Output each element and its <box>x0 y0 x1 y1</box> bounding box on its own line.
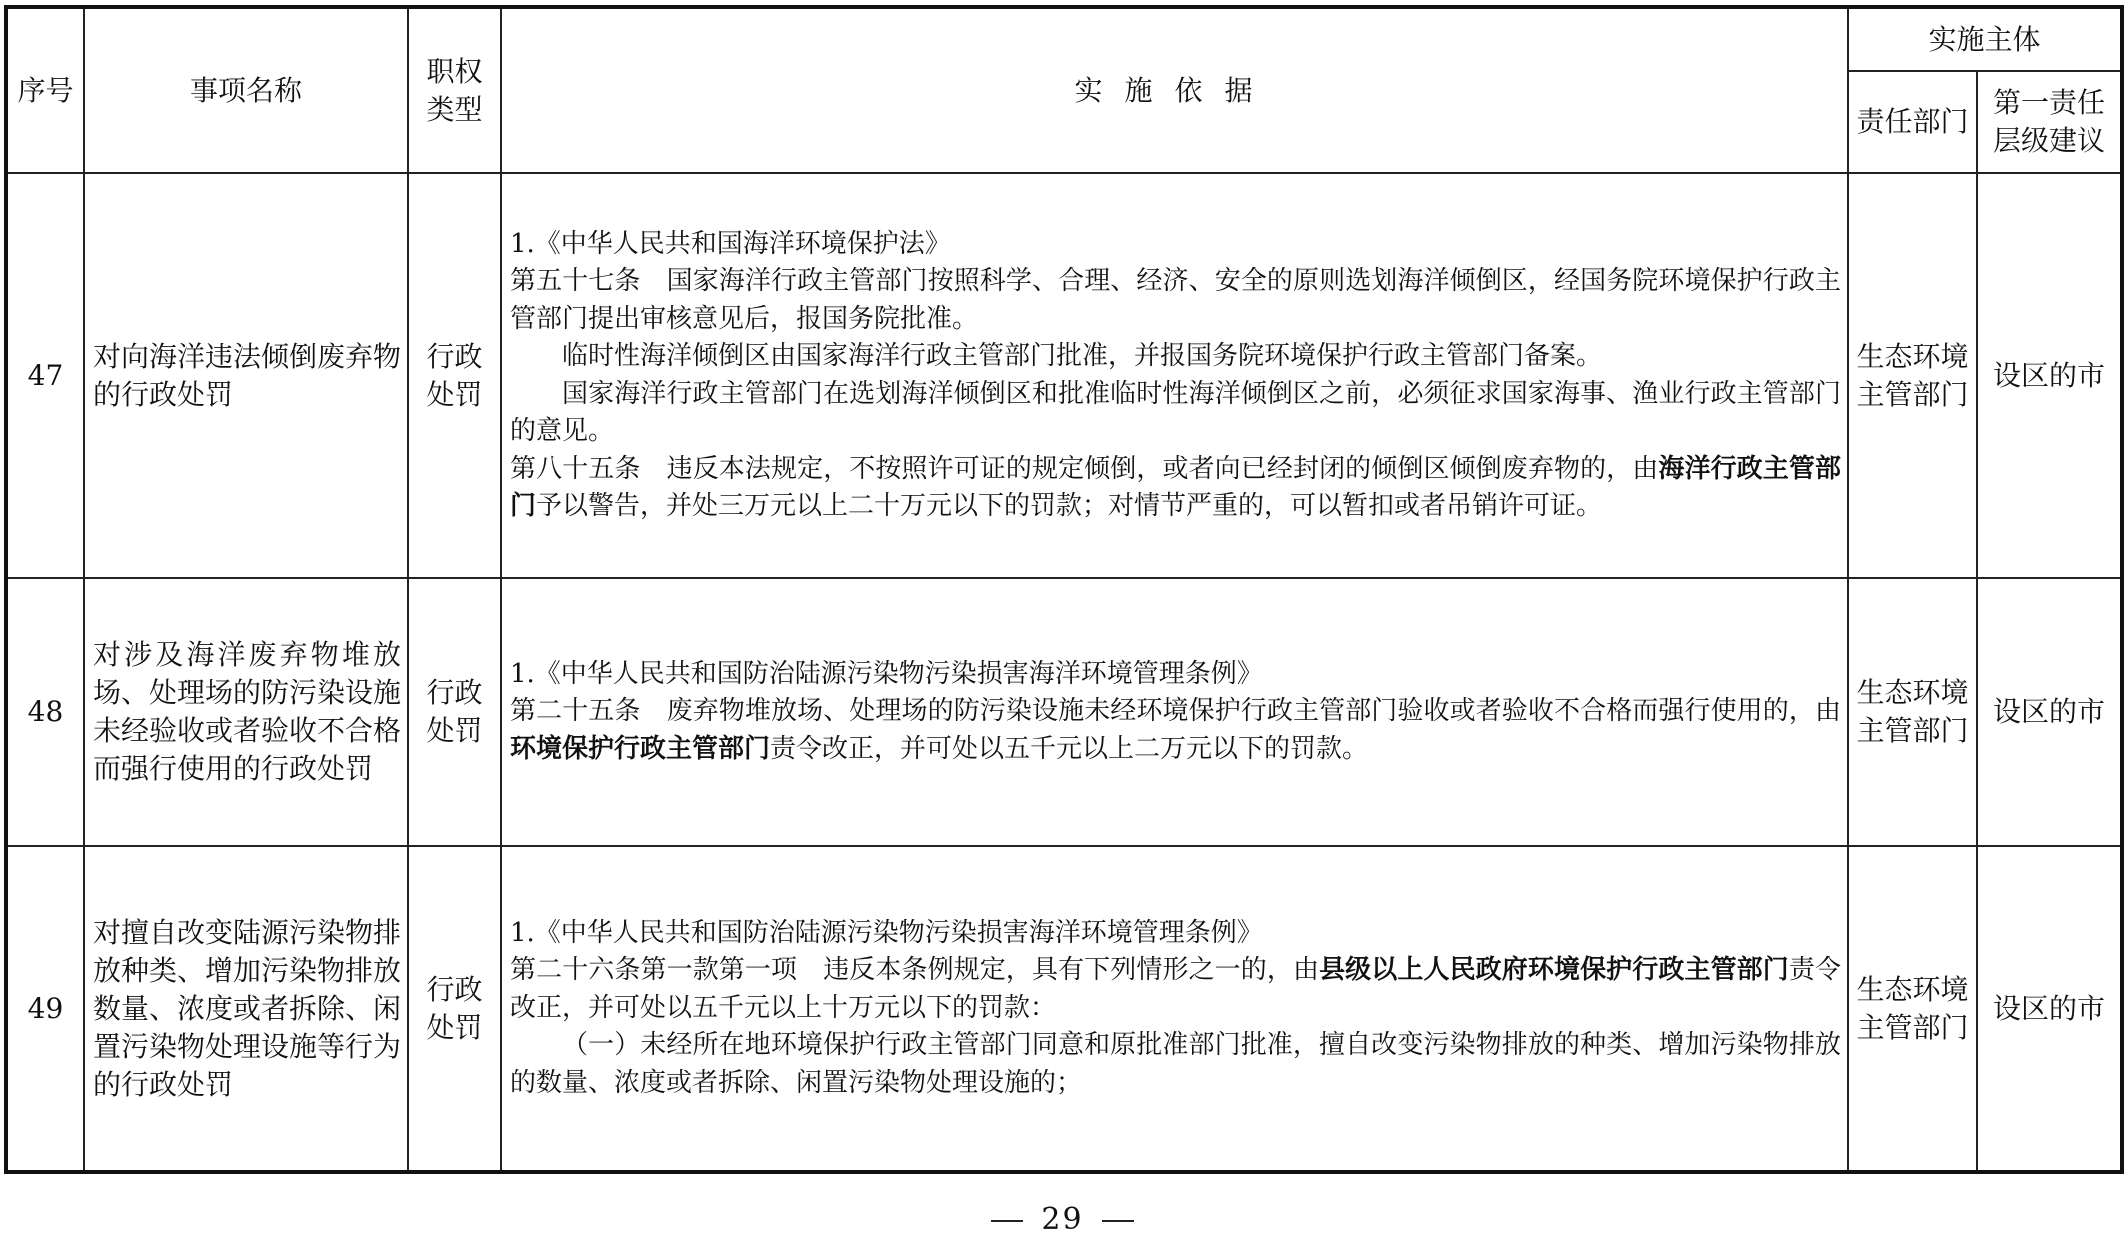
row-basis <box>501 578 1848 846</box>
table-row <box>6 173 2122 578</box>
row-dept-line2: 主管部门 <box>1856 1010 1969 1044</box>
basis-text: 予以警告，并处三万元以上二十万元以下的罚款；对情节严重的，可以暂扣或者吊销许可证。 <box>536 491 1603 521</box>
row-dept-line1: 生态环境 <box>1856 676 1969 709</box>
basis-paragraph: 国家海洋行政主管部门在选划海洋倾倒区和批准临时性海洋倾倒区之前，必须征求国家海事、渔业行政主管部门的意见。 <box>510 378 1841 446</box>
row-power-type <box>408 578 501 846</box>
header-seq: 序号 <box>6 7 84 173</box>
row-power-type-line1: 行政 <box>426 676 483 709</box>
row-level: 设区的市 <box>1977 578 2122 846</box>
row-dept <box>1848 846 1977 1172</box>
row-seq: 47 <box>6 173 84 578</box>
header-level-line2: 层级建议 <box>1993 124 2106 157</box>
header-power-type-line1: 职权 <box>426 54 483 88</box>
basis-text: 责令改正，并可处以五千元以上二万元以下的罚款。 <box>770 733 1369 764</box>
basis-law-title: 1.《中华人民共和国海洋环境保护法》 <box>510 228 951 259</box>
basis-responsible-authority: 环境保护行政主管部门 <box>510 733 771 764</box>
row-item-name: 对擅自改变陆源污染物排放种类、增加污染物排放数量、浓度或者拆除、闲置污染物处理设施等行为的行政处罚 <box>84 846 408 1172</box>
table-row <box>6 846 2122 1172</box>
row-item-name: 对涉及海洋废弃物堆放场、处理场的防污染设施未经验收或者验收不合格而强行使用的行政处罚 <box>84 578 408 846</box>
row-power-type-line1: 行政 <box>426 972 483 1006</box>
basis-paragraph: （一）未经所在地环境保护行政主管部门同意和原批准部门批准，擅自改变污染物排放的种类、增加污染物排放的数量、浓度或者拆除、闲置污染物处理设施的； <box>510 1030 1841 1098</box>
enforcement-items-table <box>4 5 2124 1174</box>
row-power-type-line1: 行政 <box>426 339 483 373</box>
row-dept <box>1848 578 1977 846</box>
basis-law-title: 1.《中华人民共和国防治陆源污染物污染损害海洋环境管理条例》 <box>510 658 1263 689</box>
page-footer <box>0 1200 2125 1240</box>
row-dept <box>1848 173 1977 578</box>
row-basis <box>501 173 1848 578</box>
footer-dash-right <box>1102 1220 1134 1222</box>
row-power-type-line2: 处罚 <box>426 1010 483 1044</box>
page-number: 29 <box>1041 1202 1084 1237</box>
row-seq: 49 <box>6 846 84 1172</box>
header-item-name: 事项名称 <box>84 7 408 173</box>
header-level <box>1977 71 2122 173</box>
basis-paragraph: 临时性海洋倾倒区由国家海洋行政主管部门批准，并报国务院环境保护行政主管部门备案。 <box>562 341 1603 371</box>
footer-dash-left <box>991 1220 1023 1222</box>
row-dept-line1: 生态环境 <box>1856 972 1969 1006</box>
row-power-type-line2: 处罚 <box>426 377 483 411</box>
row-power-type <box>408 173 501 578</box>
row-level: 设区的市 <box>1977 173 2122 578</box>
row-level: 设区的市 <box>1977 846 2122 1172</box>
row-power-type-line2: 处罚 <box>426 714 483 747</box>
header-dept: 责任部门 <box>1848 71 1977 173</box>
basis-responsible-authority: 县级以上人民政府环境保护行政主管部门 <box>1319 955 1789 986</box>
row-seq: 48 <box>6 578 84 846</box>
basis-article <box>510 693 1841 768</box>
basis-law-title: 1.《中华人民共和国防治陆源污染物污染损害海洋环境管理条例》 <box>510 917 1263 948</box>
basis-article <box>510 451 1841 526</box>
basis-article: 第五十七条 国家海洋行政主管部门按照科学、合理、经济、安全的原则选划海洋倾倒区，经国务院环境保护行政主管部门提出审核意见后，报国务院批准。 <box>510 266 1841 334</box>
row-power-type <box>408 846 501 1172</box>
row-dept-line2: 主管部门 <box>1856 714 1969 747</box>
basis-responsible-authority: 海洋行政主管部门 <box>510 453 1841 521</box>
row-dept-line1: 生态环境 <box>1856 339 1969 373</box>
row-item-name: 对向海洋违法倾倒废弃物的行政处罚 <box>84 173 408 578</box>
header-basis: 实施依据 <box>501 7 1848 173</box>
row-dept-line2: 主管部门 <box>1856 377 1969 411</box>
header-subject: 实施主体 <box>1848 7 2122 71</box>
basis-text: 第八十五条 违反本法规定，不按照许可证的规定倾倒，或者向已经封闭的倾倒区倾倒废弃物的，由 <box>510 453 1659 484</box>
header-level-line1: 第一责任 <box>1993 86 2106 119</box>
basis-text: 责令改正，并可处以五千元以上十万元以下的罚款： <box>510 955 1841 1023</box>
header-row-1 <box>6 7 2122 71</box>
header-power-type-line2: 类型 <box>426 92 483 126</box>
basis-text: 第二十五条 废弃物堆放场、处理场的防污染设施未经环境保护行政主管部门验收或者验收不合格而强行使用的，由 <box>510 696 1841 727</box>
header-power-type <box>408 7 501 173</box>
row-basis <box>501 846 1848 1172</box>
basis-text: 第二十六条第一款第一项 违反本条例规定，具有下列情形之一的，由 <box>510 955 1320 986</box>
basis-article <box>510 952 1841 1027</box>
table-row <box>6 578 2122 846</box>
